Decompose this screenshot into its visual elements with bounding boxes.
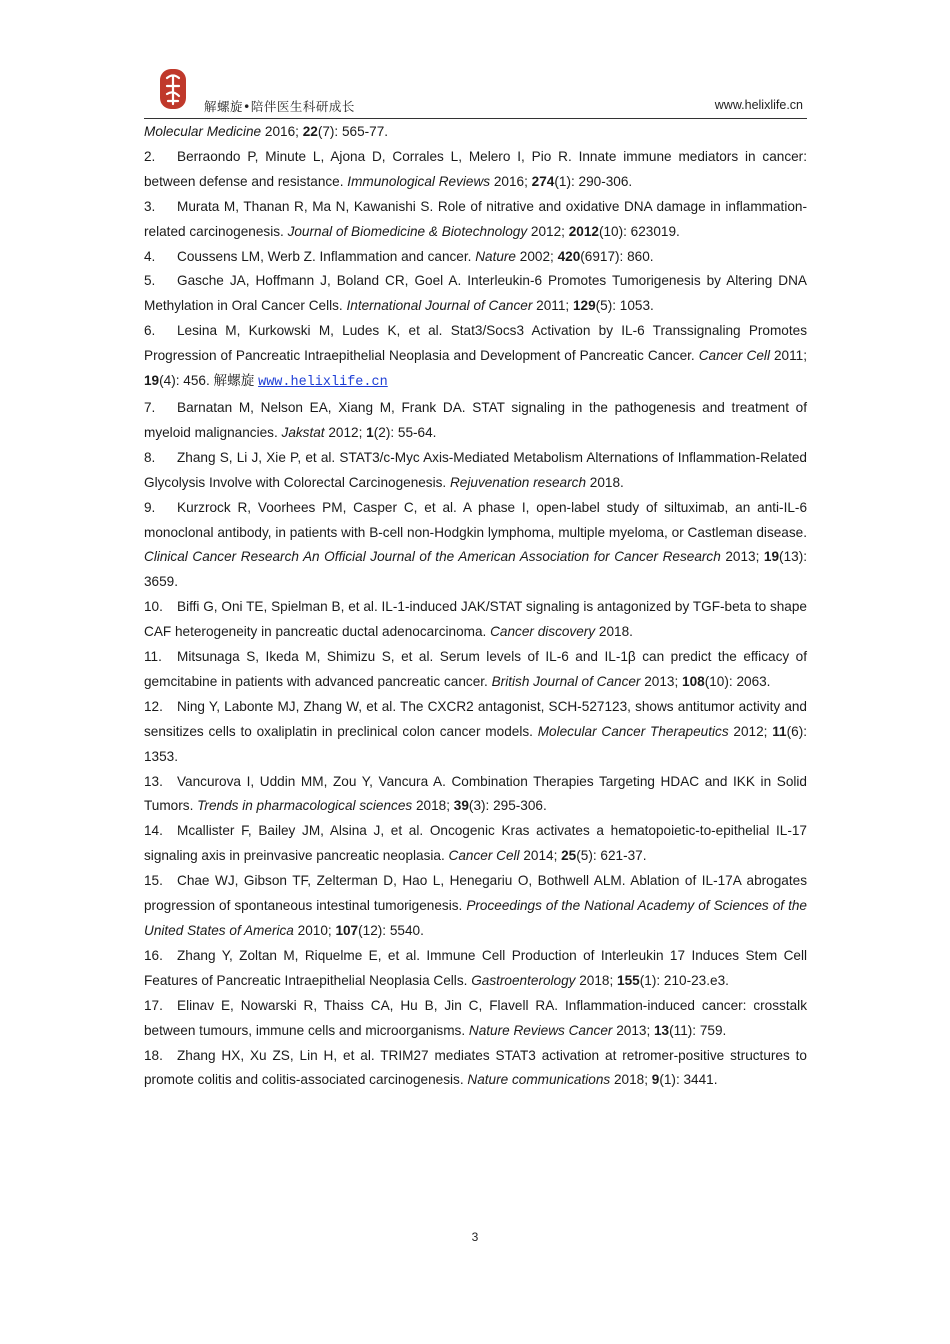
reference-journal: Rejuvenation research <box>449 474 587 490</box>
reference-journal: Molecular Cancer Therapeutics <box>537 723 729 739</box>
reference-volume: 19 <box>763 549 780 565</box>
reference-number: 18. <box>144 1047 163 1063</box>
reference-number: 13. <box>144 773 163 789</box>
reference-item <box>144 319 807 396</box>
reference-issue-pages: (7): 565-77. <box>317 124 389 139</box>
reference-journal: Proceedings of the National Academy of Sciences of the United States of America <box>144 898 807 938</box>
reference-year: 2018. <box>586 474 624 490</box>
page-number: 3 <box>471 1230 479 1244</box>
reference-year: 2016; <box>261 124 303 139</box>
reference-volume: 13 <box>654 1022 670 1038</box>
reference-item <box>144 396 807 446</box>
reference-authors-title: Zhang S, Li J, Xie P, et al. STAT3/c-Myc Axis-Mediated Metabolism Alternations of Inflammation-Related Glycolysis Involve with Colorectal Carcinogenesis. <box>144 449 807 490</box>
reference-authors-title: Elinav E, Nowarski R, Thaiss CA, Hu B, Jin C, Flavell RA. Inflammation-induced cancer: crosstalk between tumours, immune cells and microorganisms. <box>144 997 807 1038</box>
reference-year: 2016; <box>490 173 532 189</box>
reference-issue-pages: (5): 621-37. <box>576 848 647 864</box>
reference-volume: 1 <box>366 424 374 440</box>
reference-number: 6. <box>144 323 156 339</box>
reference-volume: 19 <box>144 373 160 389</box>
reference-item <box>144 145 807 195</box>
reference-issue-pages: (2): 55-64. <box>373 424 437 440</box>
reference-number: 16. <box>144 947 163 963</box>
reference-year: 2013; <box>720 549 764 565</box>
reference-journal: British Journal of Cancer <box>491 673 641 689</box>
reference-authors-title: Lesina M, Kurkowski M, Ludes K, et al. Stat3/Socs3 Activation by IL-6 Transsignaling Promotes Progression of Pancreatic Intraepithelial Neoplasia and Development of Pancreatic Cancer. <box>144 323 807 364</box>
reference-item <box>144 869 807 944</box>
reference-volume: 108 <box>682 673 705 689</box>
reference-year: 2011; <box>769 348 807 364</box>
reference-item <box>144 120 807 145</box>
reference-number: 3. <box>144 198 156 214</box>
reference-year: 2012; <box>728 723 773 739</box>
reference-authors-title: Kurzrock R, Voorhees PM, Casper C, et al. A phase I, open-label study of siltuximab, an anti-IL-6 monoclonal antibody, in patients with B-cell non-Hodgkin lymphoma, multiple myeloma, or Castleman disease. <box>144 499 807 540</box>
header-tagline: 解螺旋•陪伴医生科研成长 <box>204 99 355 114</box>
reference-year: 2018; <box>575 972 618 988</box>
reference-authors-title: Mcallister F, Bailey JM, Alsina J, et al. Oncogenic Kras activates a hematopoietic-to-epithelial IL-17 signaling axis in preinvasive pancreatic neoplasia. <box>144 823 807 864</box>
reference-item <box>144 446 807 496</box>
reference-number: 9. <box>144 499 156 515</box>
reference-authors-title: Murata M, Thanan R, Ma N, Kawanishi S. Role of nitrative and oxidative DNA damage in inflammation-related carcinogenesis. <box>144 198 807 239</box>
reference-authors-title: Barnatan M, Nelson EA, Xiang M, Frank DA. STAT signaling in the pathogenesis and treatment of myeloid malignancies. <box>144 399 807 440</box>
reference-issue-pages: (4): 456. <box>159 373 214 389</box>
page-header <box>144 64 807 119</box>
reference-item <box>144 269 807 319</box>
reference-authors-title: Zhang Y, Zoltan M, Riquelme E, et al. Immune Cell Production of Interleukin 17 Induces Stem Cell Features of Pancreatic Intraepithelial Neoplasia Cells. <box>144 947 807 988</box>
reference-journal: Molecular Medicine <box>144 124 262 139</box>
reference-journal: Nature <box>475 248 516 264</box>
reference-issue-pages: (1): 290-306. <box>554 173 633 189</box>
reference-issue-pages: (1): 210-23.e3. <box>639 972 729 988</box>
reference-year: 2002; <box>516 248 558 264</box>
reference-authors-title: Zhang HX, Xu ZS, Lin H, et al. TRIM27 mediates STAT3 activation at retromer-positive structures to promote colitis and colitis-associated carcinogenesis. <box>144 1047 807 1088</box>
reference-journal: Jakstat <box>281 424 325 440</box>
reference-issue-pages: (13): 3659. <box>144 549 807 590</box>
reference-item <box>144 695 807 770</box>
reference-journal: Clinical Cancer Research An Official Journal of the American Association for Cancer Research <box>144 549 721 565</box>
reference-item <box>144 770 807 820</box>
reference-authors-title: Berraondo P, Minute L, Ajona D, Corrales L, Melero I, Pio R. Innate immune mediators in cancer: between defense and resistance. <box>144 148 807 189</box>
reference-number: 14. <box>144 823 163 839</box>
reference-journal: Cancer Cell <box>698 348 770 364</box>
reference-volume: 420 <box>557 248 581 264</box>
reference-authors-title: Biffi G, Oni TE, Spielman B, et al. IL-1-induced JAK/STAT signaling is antagonized by TGF-beta to shape CAF heterogeneity in pancreatic ductal adenocarcinoma. <box>144 599 807 640</box>
reference-journal: Nature Reviews Cancer <box>468 1022 613 1038</box>
reference-volume: 39 <box>453 798 469 814</box>
reference-year: 2018; <box>610 1072 652 1088</box>
reference-authors-title: Gasche JA, Hoffmann J, Boland CR, Goel A. Interleukin-6 Promotes Tumorigenesis by Altering DNA Methylation in Oral Cancer Cells. <box>144 273 807 314</box>
reference-volume: 22 <box>302 124 318 139</box>
reference-year: 2011; <box>532 298 573 314</box>
reference-journal: Nature communications <box>467 1072 611 1088</box>
reference-journal: Gastroenterology <box>471 972 576 988</box>
reference-issue-pages: (11): 759. <box>669 1022 727 1038</box>
watermark-link[interactable]: www.helixlife.cn <box>258 375 388 391</box>
reference-number: 8. <box>144 449 156 465</box>
reference-issue-pages: (6917): 860. <box>580 248 654 264</box>
reference-item <box>144 944 807 994</box>
reference-volume: 129 <box>572 298 596 314</box>
reference-issue-pages: (10): 2063. <box>704 673 771 689</box>
reference-item <box>144 819 807 869</box>
helix-logo-seal <box>158 66 188 112</box>
reference-item <box>144 994 807 1044</box>
reference-volume: 2012 <box>568 223 599 239</box>
reference-number: 10. <box>144 599 163 615</box>
reference-number: 7. <box>144 399 156 415</box>
reference-item <box>144 496 807 596</box>
reference-volume: 155 <box>617 972 640 988</box>
reference-item <box>144 645 807 695</box>
reference-authors-title: Ning Y, Labonte MJ, Zhang W, et al. The CXCR2 antagonist, SCH-527123, shows antitumor activity and sensitizes cells to oxaliplatin in preclinical colon cancer models. <box>144 698 807 739</box>
reference-year: 2018; <box>412 798 454 814</box>
reference-year: 2013; <box>640 673 683 689</box>
reference-authors-title: Coussens LM, Werb Z. Inflammation and cancer. <box>177 248 476 264</box>
reference-issue-pages: (1): 3441. <box>659 1072 718 1088</box>
reference-year: 2018. <box>595 624 633 640</box>
reference-volume: 107 <box>335 923 359 938</box>
reference-number: 17. <box>144 997 163 1013</box>
reference-issue-pages: (6): 1353. <box>144 723 807 764</box>
reference-number: 11. <box>144 649 162 665</box>
reference-issue-pages: (3): 295-306. <box>468 798 547 814</box>
reference-volume: 9 <box>651 1072 660 1088</box>
reference-number: 15. <box>144 873 163 889</box>
reference-journal: International Journal of Cancer <box>346 298 533 314</box>
reference-journal: Journal of Biomedicine & Biotechnology <box>287 223 528 239</box>
header-url[interactable]: www.helixlife.cn <box>714 98 803 112</box>
reference-number: 4. <box>144 248 156 264</box>
reference-authors-title: Vancurova I, Uddin MM, Zou Y, Vancura A. Combination Therapies Targeting HDAC and IKK in Solid Tumors. <box>144 773 807 814</box>
reference-year: 2010; <box>293 923 336 938</box>
reference-journal: Cancer Cell <box>448 848 520 864</box>
reference-journal: Trends in pharmacological sciences <box>197 798 413 814</box>
reference-item <box>144 245 807 270</box>
reference-authors-title: Chae WJ, Gibson TF, Zelterman D, Hao L, Henegariu O, Bothwell ALM. Ablation of IL-17A abrogates progression of spontaneous intestinal tumorigenesis. <box>144 873 807 914</box>
reference-year: 2013; <box>612 1022 654 1038</box>
reference-authors-title: Mitsunaga S, Ikeda M, Shimizu S, et al. Serum levels of IL-6 and IL-1β can predict the efficacy of gemcitabine in patients with advanced pancreatic cancer. <box>144 649 807 689</box>
reference-list <box>144 120 807 1093</box>
reference-year: 2012; <box>527 223 569 239</box>
reference-number: 2. <box>144 148 156 164</box>
reference-item <box>144 1044 807 1094</box>
reference-item <box>144 595 807 645</box>
reference-year: 2014; <box>519 848 562 864</box>
reference-year: 2012; <box>324 424 367 440</box>
reference-item <box>144 195 807 245</box>
watermark-text: 解螺旋 <box>213 373 255 390</box>
reference-issue-pages: (10): 623019. <box>598 223 680 239</box>
reference-volume: 25 <box>561 848 577 864</box>
reference-number: 5. <box>144 273 156 289</box>
reference-journal: Cancer discovery <box>490 624 596 640</box>
reference-number: 12. <box>144 698 163 714</box>
reference-issue-pages: (5): 1053. <box>595 298 654 314</box>
reference-volume: 274 <box>531 173 555 189</box>
reference-issue-pages: (12): 5540. <box>358 923 424 938</box>
reference-journal: Immunological Reviews <box>347 173 491 189</box>
reference-volume: 11 <box>772 723 787 739</box>
